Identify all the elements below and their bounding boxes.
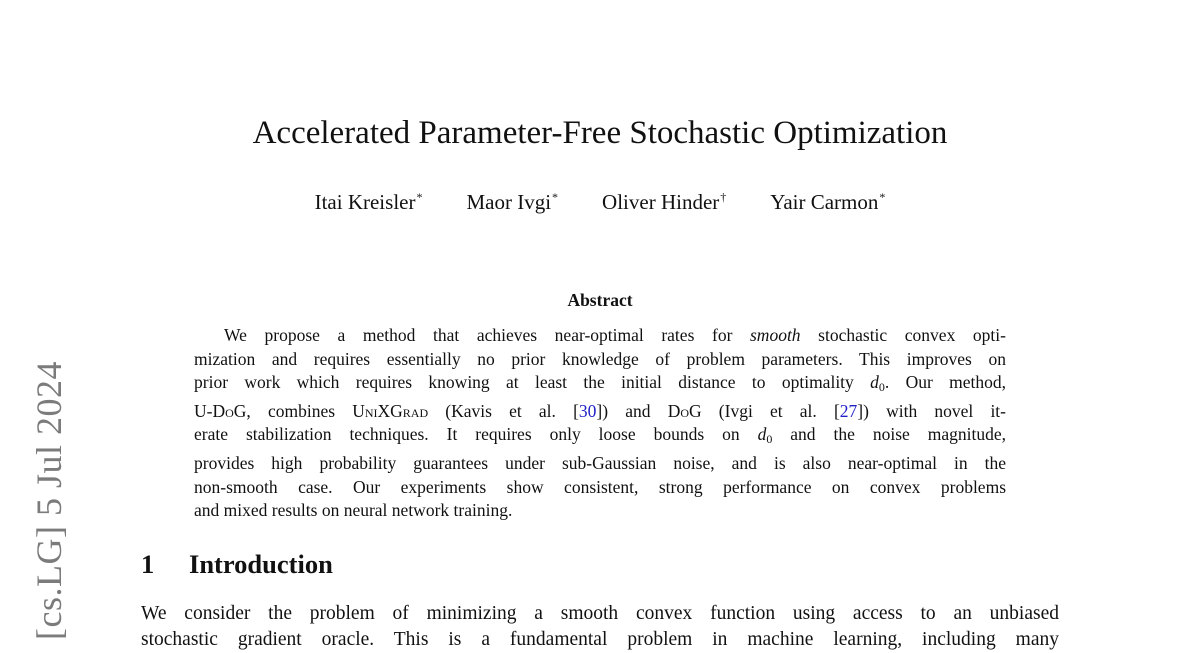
body-line-2: stochastic gradient oracle. This is a fundamental problem in machine learning, including many <box>141 629 1059 650</box>
section-title: Introduction <box>189 549 333 579</box>
section-number: 1 <box>141 549 155 579</box>
abstract-line-7: non-smooth case. Our experiments show consistent, strong performance on convex problems <box>194 476 1006 497</box>
author-2: Maor Ivgi* <box>466 190 559 214</box>
section-heading-introduction <box>141 546 333 582</box>
citation-link-27[interactable]: 27 <box>839 400 858 421</box>
abstract-line-1: We propose a method that achieves near-optimal rates for smooth stochastic convex opti- <box>224 325 1006 345</box>
author-4: Yair Carmon* <box>770 190 886 214</box>
introduction-body <box>141 601 1059 653</box>
author-1: Itai Kreisler* <box>314 190 423 214</box>
abstract-line-8: and mixed results on neural network training. <box>194 500 513 521</box>
abstract-body <box>194 324 1006 523</box>
abstract-line-4: U-DoG, combines UniXGrad (Kavis et al. [30]) and DoG (Ivgi et al. [27]) with novel it- <box>194 400 1006 421</box>
abstract-line-2: mization and requires essentially no prior knowledge of problem parameters. This improves on <box>194 348 1006 369</box>
arxiv-stamp-text: [cs.LG] 5 Jul 2024 <box>29 361 69 640</box>
body-line-1: We consider the problem of minimizing a smooth convex function using access to an unbiased <box>141 603 1059 624</box>
abstract-heading: Abstract <box>567 290 633 310</box>
author-3: Oliver Hinder† <box>602 190 727 214</box>
paper-title: Accelerated Parameter-Free Stochastic Optimization <box>252 115 948 151</box>
abstract-line-3: prior work which requires knowing at least the initial distance to optimality $d_0$. Our method, <box>194 372 1006 395</box>
citation-link-30[interactable]: 30 <box>578 400 597 421</box>
arxiv-sidebar-stamp <box>28 330 70 640</box>
abstract-line-6: provides high probability guarantees under sub-Gaussian noise, and is also near-optimal in the <box>194 452 1006 473</box>
author-list <box>0 183 1200 216</box>
abstract-line-5: erate stabilization techniques. It requires only loose bounds on $d_0$ and the noise magnitude, <box>194 424 1006 447</box>
